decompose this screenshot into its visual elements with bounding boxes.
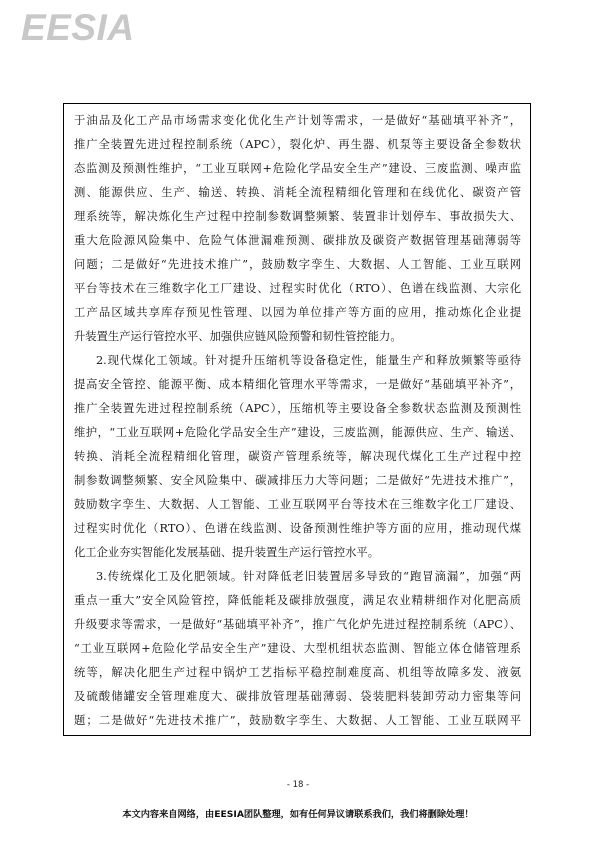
text-line: “工业互联网+危险化学品安全生产”建设、大型机组状态监测、智能立体仓储管理系 <box>74 642 521 655</box>
text-line: 平台等技术在三维数字化工厂建设、过程实时优化（RTO）、色谱在线监测、大宗化 <box>74 282 521 295</box>
eesia-logo: EESIA <box>21 7 135 48</box>
text-line: 重大危险源风险集中、危险气体泄漏难预测、碳排放及碳资产数据管理基础薄弱等 <box>74 234 521 247</box>
text-line: 升级要求等需求，一是做好“基础填平补齐”，推广气化炉先进过程控制系统（APC）、 <box>74 618 521 631</box>
text-line: 化工企业夯实智能化发展基础、提升装置生产运行管控水平。 <box>74 546 380 559</box>
text-line: 问题；二是做好“先进技术推广”，鼓励数字孪生、大数据、人工智能、工业互联网 <box>74 258 521 271</box>
body-text <box>74 109 521 733</box>
content-box <box>63 103 531 736</box>
paragraph-first-line: 2.现代煤化工领域。针对提升压缩机等设备稳定性，能量生产和释放频繁等亟待 <box>96 354 521 367</box>
text-line: 推广全装置先进过程控制系统（APC），压缩机等主要设备全参数状态监测及预测性 <box>74 402 521 415</box>
paragraph-traditional-coal-fertilizer <box>74 565 521 733</box>
text-line: 态监测及预测性维护，“工业互联网+危险化学品安全生产”建设、三废监测、噪声监 <box>74 162 521 175</box>
text-line: 维护，“工业互联网+危险化学品安全生产”建设，三废监测，能源供应、生产、输送、 <box>74 426 521 439</box>
text-line: 升装置生产运行管控水平、加强供应链风险预警和韧性管控能力。 <box>74 330 402 343</box>
footer-disclaimer: 本文内容来自网络，由EESIA团队整理，如有任何异议请联系我们，我们将删除处理！ <box>122 809 474 820</box>
text-line: 及硫酸储罐安全管理难度大、碳排放管理基础薄弱、袋装肥料装卸劳动力密集等问 <box>74 690 521 703</box>
text-line: 测、能源供应、生产、输送、转换、消耗全流程精细化管理和在线优化、碳资产管 <box>74 186 521 199</box>
paragraph-modern-coal-chemical <box>74 349 521 565</box>
page-number: - 18 - <box>286 780 310 790</box>
text-line: 鼓励数字孪生、大数据、人工智能、工业互联网平台等技术在三维数字化工厂建设、 <box>74 498 521 511</box>
text-line: 于油品及化工产品市场需求变化优化生产计划等需求，一是做好“基础填平补齐”， <box>74 114 521 127</box>
text-line: 工产品区域共享库存预见性管理、以园为单位排产等方面的应用，推动炼化企业提 <box>74 306 521 319</box>
text-line: 推广全装置先进过程控制系统（APC），裂化炉、再生器、机泵等主要设备全参数状 <box>74 138 521 151</box>
text-line: 提高安全管控、能源平衡、成本精细化管理水平等需求，一是做好“基础填平补齐”， <box>74 378 521 391</box>
text-line: 题；二是做好“先进技术推广”，鼓励数字孪生、大数据、人工智能、工业互联网平 <box>74 714 521 727</box>
text-line: 制参数调整频繁、安全风险集中、碳减排压力大等问题；二是做好“先进技术推广”， <box>74 474 521 487</box>
paragraph-first-line: 3.传统煤化工及化肥领域。针对降低老旧装置居多导致的“跑冒滴漏”，加强“两 <box>96 570 521 583</box>
text-line: 理系统等，解决炼化生产过程中控制参数调整频繁、装置非计划停车、事故损失大、 <box>74 210 521 223</box>
text-line: 重点一重大”安全风险管控，降低能耗及碳排放强度，满足农业精耕细作对化肥高质 <box>74 594 521 607</box>
text-line: 过程实时优化（RTO）、色谱在线监测、设备预测性维护等方面的应用，推动现代煤 <box>74 522 521 535</box>
paragraph-petrochemical <box>74 109 521 349</box>
text-line: 统等，解决化肥生产过程中锅炉工艺指标平稳控制难度高、机组等故障多发、液氨 <box>74 666 521 679</box>
text-line: 转换、消耗全流程精细化管理，碳资产管理系统等，解决现代煤化工生产过程中控 <box>74 450 521 463</box>
